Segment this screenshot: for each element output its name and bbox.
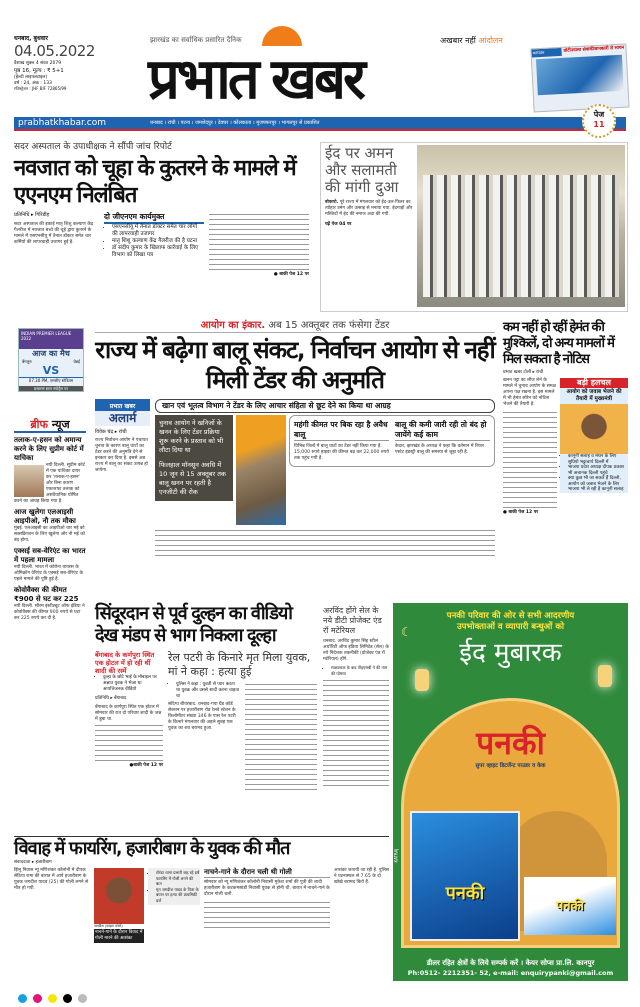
lantern-icon (415, 669, 429, 691)
ipl-box (18, 328, 84, 392)
rail-body: संदिग्ध बीयरबाद. धनबाद-गया ग्रैंड कॉर्ड सेक्शन पर हजारीबाग रोड रेलवे स्टेशन के किलोमीटर संख्या 346 के पास रेल पटरी के किनारे मंगलवार की अहले सुबह एक युवक का शव बरामद हुआ. (168, 702, 236, 731)
lead-continued: ● बाकी पेज 12 पर (273, 272, 309, 277)
wedding-byline: संवाददाता ▸ हजारीबाग (14, 860, 52, 865)
bride-bullet: • दुल्हा के छोटे भाई के मोबाइल पर अज्ञात युवक ने भेजा था आपत्तिजनक वीडियो (103, 675, 163, 693)
samvat: वैशाख शुक्ल 4 संवत 2079 (14, 61, 62, 66)
ad-arch (401, 698, 620, 948)
registration: रजिस्ट्रेशन : JHF BIF 72865/99 (14, 86, 67, 91)
brief-item-title: तलाक-ए-हसन को अमान्य करने के लिए सुप्रीम कोर्ट में याचिका (14, 436, 84, 462)
alarm-label: अलार्म (95, 411, 150, 426)
excavator-photo (236, 415, 286, 525)
hemant-byline: प्रभात खबर टोली ▸ रांची (503, 370, 544, 375)
brief-title: ब्रीफ (30, 418, 48, 431)
sand-byline: विवेक चंद्र ▸ रांची (95, 429, 127, 435)
ad-greeting: ईद मुबारक (459, 638, 562, 668)
arvind-story (323, 606, 389, 788)
wedding-story (14, 836, 389, 943)
ad-side-label: KATRAJ (393, 848, 399, 863)
detergent-pack (410, 811, 520, 941)
eid-headline: ईद पर अमन और सलामती की मांगी दुआ (325, 144, 399, 196)
photo-caption: जगदीश (फाइल फोटो) (94, 924, 144, 929)
slogan-highlight: आंदोलन (478, 36, 503, 45)
cake-brand: पनकी (556, 899, 584, 914)
rail-bullet: • पुलिस ने कहा : युवती से प्यार करता था युवक और उससे शादी करना चाहता था (176, 682, 240, 700)
wedding-body: झिनु निवास न्यू मणिशंकर कॉलोनी में दीपक सेठिया रामा की बारात में आये हजारीबाग के युवक जगदीश यादव (25) की गोली लगने से मौत हो गयी. (14, 868, 89, 891)
rail-headline: रेल पटरी के किनारे मृत मिला युवक, मां ने कहा : हत्या हुई (168, 651, 311, 678)
issue-date: 04.05.2022 (14, 42, 95, 60)
arvind-body: धनबाद. अरविंद कुमार सिंह स्टील अथॉरिटी ऑफ इंडिया लिमिटेड (सेल) के नये निदेशक तकनीकी (प्रोजेक्ट एंड रॉ मटेरियल) होंगे. (323, 639, 389, 662)
ipl-footer: प्रसारण स्टार स्पोर्ट्स पर (19, 386, 83, 391)
lead-body: सदर अस्पताल की इकाई मातृ शिशु कल्याण केंद्र गैलरीज में नवजात बच्चे की चूहे द्वारा कुतरने के मामले में एसएनसीयू में तैनात डॉक्टर समेत चार कर्मियों की लापरवाही उजागर हुई है. (14, 222, 94, 245)
hemant-story (503, 320, 628, 516)
sand-points-box (155, 415, 233, 501)
website-link[interactable]: prabhatkhabar.com (18, 118, 107, 128)
crescent-icon: ☾ (401, 625, 412, 639)
detergent-cake (524, 877, 616, 935)
promo-newspaper-thumbnail[interactable] (530, 44, 629, 113)
alarm-box (95, 399, 150, 426)
volume: वर्ष : 24, अंक : 133 (14, 81, 52, 86)
sand-story (95, 320, 495, 558)
bride-continued: ●बाकी पेज 12 पर (129, 763, 163, 768)
promo-kicker: कल्पतरु (531, 48, 561, 58)
hemant-headline: कम नहीं हो रहीं हेमंत की मुश्किलें, दो अन्य मामलों में मिल सकता है नोटिस (503, 320, 614, 367)
team2: चेन्नई (73, 359, 80, 364)
ipl-vs: VS (42, 364, 60, 377)
photo-strap: नाचने-गाने के दौरान विवाद में गोली मारने की आशंका (95, 930, 143, 941)
brief-news (14, 418, 86, 622)
sand-strap: खान एवं भूतत्व विभाग ने टेंडर के लिए आचार संहिता से छूट देने का किया था आग्रह (155, 399, 495, 413)
lead-byline: प्रतिनिधि ▸ गिरिडीह (14, 212, 50, 218)
hemant-bullet: • भाजपा प्रदेश अध्यक्ष दीपक प्रकाश भी अचानक दिल्ली पहुंचे (568, 465, 628, 476)
sand-kicker: अब 15 अक्तूबर तक फंसेगा टेंडर (268, 320, 390, 331)
registration-marks (18, 988, 93, 1007)
hemant-continued: ● बाकी पेज 12 पर (503, 510, 539, 515)
wedding-headline: विवाह में फायरिंग, हजारीबाग के युवक की मौत (14, 838, 290, 859)
victim-photo (94, 868, 144, 924)
bride-headline: सिंदूरदान से पूर्व दुल्हन का वीडियो देख मंडप से भाग निकला दूल्हा (95, 603, 292, 646)
slogan-text: अखबार नहीं (440, 36, 476, 45)
ipl-time: 07.30 PM, एमसीए स्टेडियम (19, 377, 83, 383)
eid-dateline: बोकारो. (325, 200, 339, 205)
eid-prayer-photo (417, 145, 625, 307)
wedding-sub-body: सोमवार को न्यू मणिशंकर कॉलोनी निवासी मुकेश शर्मा की पुत्री की शादी हजारीबाग के कटकमसांडी निवासी युवक से होनी थी. बारात में नाचने-गाने के दौरान गोली चली. (204, 880, 330, 897)
lead-headline: नवजात को चूहा के कुतरने के मामले में एएनएम निलंबित (14, 156, 296, 208)
hemant-bullet: • क्या कुछ भी जा सकते हैं दिल्ली, आयोग को जवाब भेजने के लिए भाजपा भी ले रही है कानूनी सलाह (568, 476, 628, 493)
ad-contact: डीलर रहित क्षेत्रों के लिये सम्पर्क करें । केयर सोप्स प्रा.लि. कानपुर (426, 959, 595, 967)
hemant-bullet: • कानूनी सलाह व मंथन के लिए सुप्रियो भट्टाचार्य दिल्ली में (568, 454, 628, 465)
bride-story (95, 603, 317, 792)
sand-sub2-title: बालू की कमी जारी रही तो बंद हो जायेंगे कई काम (395, 420, 490, 441)
page-badge-label: पेज (593, 110, 605, 119)
ad-line2: उपभोक्ताओं व व्यापारी बन्धुओं को (456, 622, 565, 632)
lead-box-title: दो जीएनएम कार्यमुक्त (104, 212, 204, 224)
page-badge-number: 11 (593, 120, 605, 129)
brief-item-body: नयी दिल्ली. सुप्रीम कोर्ट में एक याचिका दायर कर 'तलाक-ए-हसन' और बिना कारण एकतरफा तलाक को असंवैधानिक घोषित करने का आग्रह किया गया है. (14, 463, 85, 504)
sand-point: चुनाव आयोग ने खनिजों के खनन के लिए टेंडर प्रक्रिया शुरू करने के प्रस्ताव को भी लौटा दिया था (159, 419, 224, 454)
alarm-brand: प्रभात खबर (109, 403, 136, 410)
sand-headline: राज्य में बढ़ेगा बालू संकट, निर्वाचन आयोग से नहीं मिली टेंडर की अनुमति (95, 336, 495, 394)
bride-kicker: बेंगाबाद के कर्णपुरा स्थित एक होटल में हो रही थीं शादी की रस्में (95, 651, 155, 675)
brief-item-body: मुंबई. एलआइसी का आइपीओ चार मई को सब्सक्रिप्शन के लिए खुलेगा और नौ मई को बंद होगा. (14, 526, 85, 543)
ipl-title: आज का मैच (32, 349, 70, 358)
pack-brand: पनकी (445, 883, 485, 904)
brief-item-body: नयी दिल्ली. सीरम इंस्टीट्यूट ऑफ इंडिया ने कोवोवैक्स की कीमत 900 रुपये से घटा कर 225 रुपये कर दी है. (14, 604, 85, 621)
lead-bullet: • मातृ शिशु कल्याण केंद्र गैलरीज की है घटना (112, 238, 204, 245)
place-day: धनबाद, बुधवार (14, 35, 49, 42)
masthead-date-block (14, 34, 94, 92)
sand-body: राज्य निर्वाचन आयोग ने पंचायत चुनाव के कारण बालू घाटों का टेंडर करने की अनुमति देने से इनकार कर दिया है. इससे अब राज्य में बालू का संकट उत्पन्न हो जायेगा. (95, 438, 148, 473)
sand-point: फिलहाल मॉनसून अवधि में 10 जून से 15 अक्तूबर तक बालू खनन पर रहती है एनजीटी की रोक (159, 461, 226, 496)
hemant-box-label: बड़ी हलचल (560, 378, 628, 388)
brief-item-title: आज खुलेगा एलआइसी आइपीओ, नौ तक मौका (14, 508, 76, 525)
eid-body (325, 200, 415, 218)
eid-body-text: पूरे राज्य में मंगलवार को ईद-उल-फितर का त्योहार उमंग और उत्साह से मनाया गया. ईदगाहों और मस्जिदों में ईद की नमाज अदा की गयी. (325, 200, 413, 217)
lantern-icon (598, 665, 612, 687)
logo: प्रभात खबर (148, 47, 363, 112)
brief-item-title: एक्सई सब-वेरिएंट का भारत में पहला मामला (14, 547, 86, 564)
eid-continued: पढ़ें पेज 04 पर (325, 222, 352, 227)
wedding-sub-title: नाचने-गाने के दौरान चली थी गोली (204, 868, 330, 878)
bride-body: बेंगाबाद के कर्णपुरा स्थित एक होटल में सोमवार की रात दो परिवार शादी के जश्न में डूबा था. (95, 705, 162, 722)
sand-sidebar (289, 415, 495, 467)
edition: (हेल्दी लाइफस्टाइल) (14, 75, 48, 80)
brief-item-title: कोवोवैक्स की कीमत ₹900 से घट कर 225 (14, 586, 79, 603)
tagline: झारखंड का सर्वाधिक प्रसारित दैनिक (150, 36, 242, 44)
eid-story (320, 142, 628, 312)
sun-bird-icon (262, 26, 302, 46)
pages-price: पृष्ठ 16, मूल्य : ₹ 5+1 (14, 68, 64, 74)
wedding-bullet: • मृत जगदीश यादव के पिता के बयान पर हत्या की प्राथमिकी दर्ज (156, 887, 200, 904)
lead-story (14, 142, 314, 278)
arvind-headline: अरविंद होंगे सेल के नये डीटी प्रोजेक्ट एंड रॉ मटेरियल (323, 606, 382, 635)
ad-phone: Ph:0512- 2212351- 52, e-mail: enquirypanki@gmail.com (407, 969, 614, 977)
arvind-bullet: • साक्षात्कार के बाद पीइएसबी ने की नाम की घोषणा (331, 665, 389, 676)
lead-bullet: • एसएनसीयू में तैनात डॉक्टर समेत चार लोगों की लापरवाही उजागर (112, 224, 204, 238)
supreme-court-photo (14, 465, 44, 497)
hemant-body: खनन पट्टा का लीज लेने के मामले में चुनाव आयोग के समक्ष अपना पक्ष रखना है. इस मामले में भी हेमंत सोरेन को नोटिस भेजने की तैयारी है. (503, 378, 556, 407)
ad-brand: पनकी (476, 724, 545, 762)
sand-sub1-body: विभिन्न जिलों में बालू घाटों का टेंडर नहीं किया गया है. 15,000 रुपये हाइवा की कीमत बढ़ कर 22,000 रुपये तक पहुंच गयी है. (294, 444, 389, 461)
sand-sub2-body: केदार, झारखंड के अध्यक्ष ने कहा कि वर्तमान में रियल एस्टेट इंडस्ट्री बालू की समस्या से जूझ रही है. (395, 444, 484, 455)
lead-bullet: • डॉ संदीप कुमार के खिलाफ कार्रवाई के लिए विभाग को लिखा पत्र (112, 245, 204, 259)
sand-kicker-red: आयोग का इंकार. (200, 320, 266, 331)
page-badge (582, 104, 616, 138)
team1: बेंगलुरु (22, 359, 32, 364)
hemant-box-title: आयोग को जवाब भेजने की तैयारी में मुख्यमंत्री (566, 389, 622, 402)
brief-title-b: न्यूज (51, 418, 70, 431)
hemant-photo (560, 404, 628, 454)
lead-kicker: सदर अस्पताल के उपाधीक्षक ने सौंपी जांच रिपोर्ट (14, 142, 172, 152)
ad-line1: पनकी परिवार की ओर से सभी आदरणीय (446, 611, 575, 621)
sand-sub1-title: महंगी कीमत पर बिक रहा है अवैध बालू (294, 420, 388, 439)
wedding-right-body: आशंका जतायी जा रही है. पुलिस ने घटनास्थल से 7.65 के दो खोखे बरामद किये हैं. (334, 868, 389, 885)
brief-item-body: नयी दिल्ली. भारत में कोरोना वायरस के ओमिक्रॉन वेरिएंट के एक्सई सब-वेरिएंट के पहले मामले की पुष्टि हुई है. (14, 565, 83, 582)
panki-eid-ad[interactable] (393, 603, 628, 981)
slogan (440, 36, 503, 46)
promo-title: प्रोटीनवाला सेवाकीजानकारी से साधन (563, 45, 625, 54)
wedding-bullet: • टोरंडा थाना प्रभारी कह रहे हर्ष फायरिंग में गोली लगने की बात (156, 870, 200, 887)
ad-product: सुपर व्हाइट डिटर्जेन्ट पाउडर व केक (475, 763, 546, 769)
bride-byline: प्रतिनिधि ▸ बेंगाबाद (95, 696, 127, 701)
cities-list: धनबाद । रांची । पटना । जमशेदपुर । देवघर । कोलकाता । मुजफ्फरपुर । भागलपुर से प्रकाशित (150, 120, 320, 126)
ipl-league: INDIAN PREMIER LEAGUE 2022 (19, 329, 83, 349)
